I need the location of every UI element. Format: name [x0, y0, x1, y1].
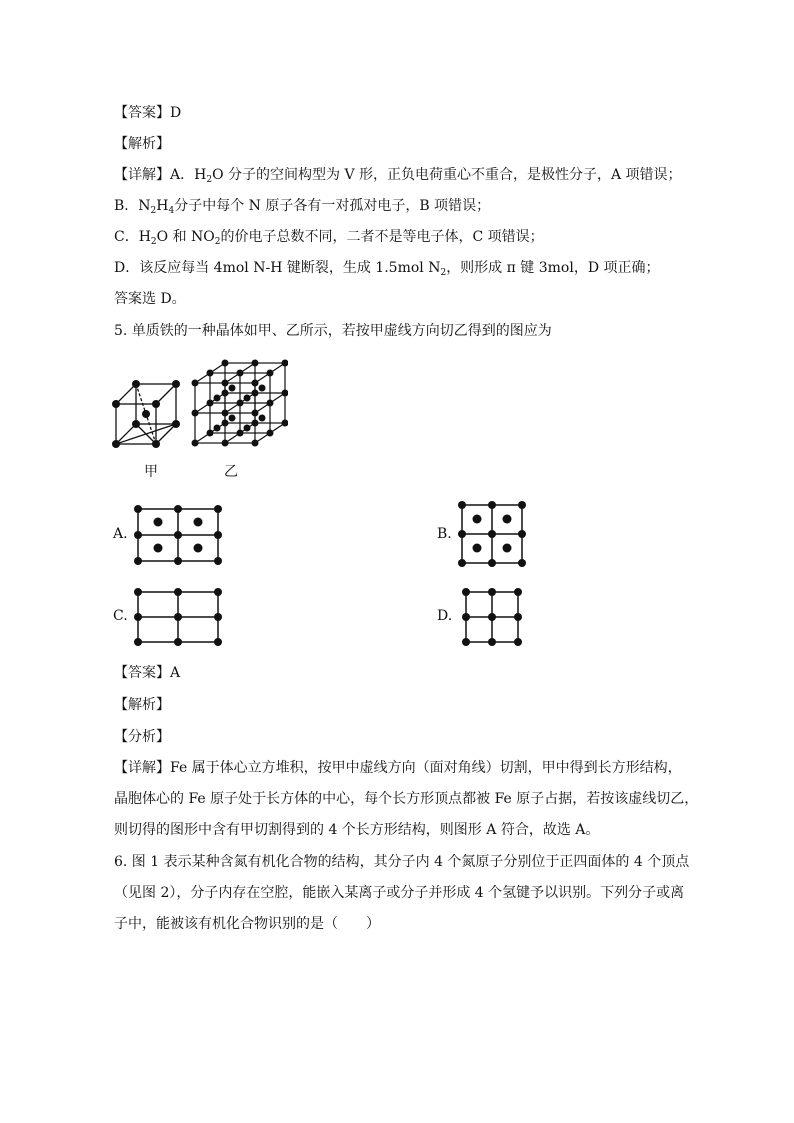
figure-jia-label: 甲 [144, 464, 158, 480]
option-c-figure [132, 586, 224, 648]
option-b-label: B. [437, 526, 452, 542]
q4-detail-line-b: B．$N_2H_4$分子中每个 N 原子各有一对孤对电子，B 项错误； [114, 198, 491, 216]
q5-detail-line-2: 晶胞体心的 Fe 原子处于长方体的中心，每个长方形顶点都被 Fe 原子占据，若按该虚线切乙， [114, 791, 699, 807]
figure-yi-label: 乙 [224, 464, 238, 480]
detail-tag: 【详解】 [114, 167, 170, 183]
q5-detail-line-1: 【详解】Fe 属于体心立方堆积，按甲中虚线方向（面对角线）切割，甲中得到长方形结构， [114, 760, 682, 776]
q6-stem-line-2: （见图 2），分子内存在空腔，能嵌入某离子或分子并形成 4 个氢键予以识别。下列分子或离 [114, 885, 685, 901]
q5-fenxi-label: 【分析】 [114, 729, 170, 745]
q5-stem: 5. 单质铁的一种晶体如甲、乙所示，若按甲虚线方向切乙得到的图应为 [114, 323, 552, 339]
option-a-label: A. [113, 526, 128, 542]
q4-conclusion: 答案选 D。 [114, 291, 186, 307]
q4-detail-line-d: D．该反应每当 4mol N-H 键断裂，生成 1.5mol $N_2$，则形成 π 键 3mol，D 项正确； [114, 260, 660, 278]
option-a-figure [132, 503, 224, 567]
option-d-label: D. [437, 608, 453, 624]
option-b-figure [456, 499, 528, 569]
q6-stem-line-3: 子中，能被该有机化合物识别的是（ ） [114, 916, 380, 932]
q5-answer: 【答案】A [114, 665, 181, 681]
figure-jia-bcc-cube [108, 374, 188, 448]
q5-analysis-label: 【解析】 [114, 697, 170, 713]
option-d-figure [460, 586, 524, 648]
q6-stem-line-1: 6. 图 1 表示某种含氮有机化合物的结构，其分子内 4 个氮原子分别位于正四面体的 4 个顶点 [114, 854, 690, 870]
q5-detail-line-3: 则切得的图形中含有甲切割得到的 4 个长方形结构，则图形 A 符合，故选 A。 [114, 822, 600, 838]
figure-yi-lattice [190, 358, 288, 450]
q4-detail-line-a: 【详解】A．$H_2O$ 分子的空间构型为 V 形，正负电荷重心不重合，是极性分子，A 项错误； [114, 167, 682, 185]
q4-detail-line-c: C．$H_2O$ 和 $NO_2$的价电子总数不同，二者不是等电子体，C 项错误； [114, 229, 544, 247]
q4-answer: 【答案】D [114, 105, 182, 121]
q4-analysis-label: 【解析】 [114, 136, 170, 152]
option-c-label: C. [113, 608, 128, 624]
